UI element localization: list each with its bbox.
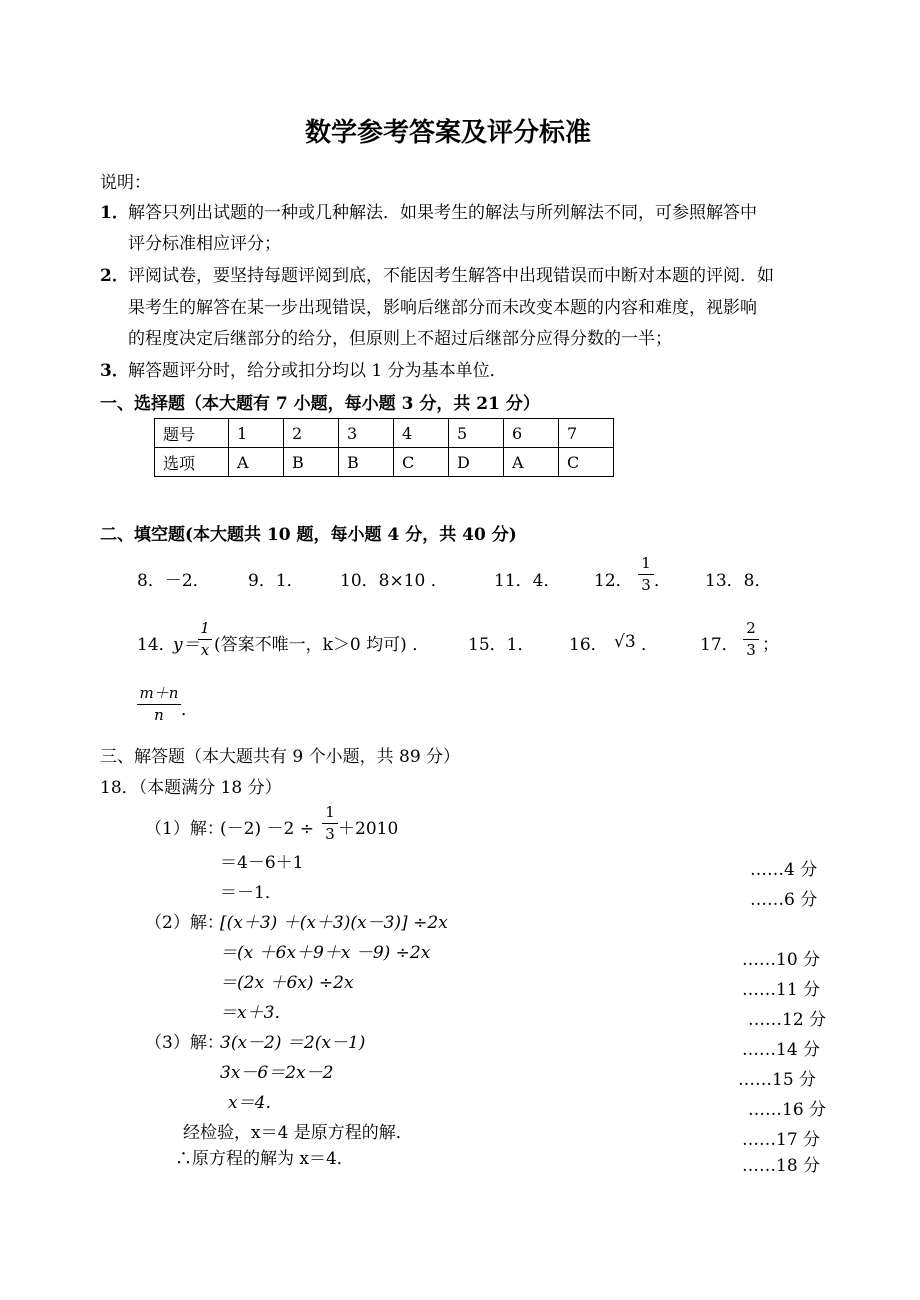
part-3-label: （3）解： [145,1033,224,1053]
answer-8: 8．－2． [137,571,210,591]
answer-14-fraction [198,621,212,658]
part-1-label: （1）解： [145,819,224,839]
part-2-label: （2）解： [145,913,224,933]
score-mark: ……16 分 [748,1100,827,1120]
sqrt-icon: √ [614,632,625,652]
answer-12-fraction [638,556,654,593]
answer-16-tail: ． [641,635,658,655]
fraction-numerator: 2 [746,619,756,637]
section-2-heading: 二、填空题(本大题共 10 题，每小题 4 分，共 40 分) [100,525,517,545]
table-cell: 5 [449,419,504,448]
answer-11: 11．4． [494,571,561,591]
score-mark: ……11 分 [742,980,821,1000]
fraction-denominator: 3 [641,576,651,594]
part-3-line-2: 3x－6＝2x－2 [220,1063,334,1083]
table-cell: 7 [559,419,614,448]
fraction-denominator: x [200,641,210,659]
fraction-denominator: n [154,706,164,724]
score-mark: ……15 分 [738,1070,817,1090]
answer-14-label: 14． [137,635,176,655]
part-2-line-2: ＝(x ＋6x＋9＋x －9) ÷2x [220,943,431,963]
part-1-line-3: ＝－1． [220,883,282,903]
score-mark: ……4 分 [750,860,818,880]
table-row [155,448,614,477]
fraction-numerator: 1 [641,554,651,572]
radicand: 3 [624,632,636,652]
note-2-number: 2． [100,266,129,286]
table-cell: B [339,448,394,477]
part-2-line-1: [(x＋3) ＋(x＋3)(x－3)] ÷2x [220,913,448,933]
fraction-denominator: 3 [325,825,335,843]
score-mark: ……14 分 [742,1040,821,1060]
answer-17-second-tail: ． [181,700,198,720]
fraction-numerator: 1 [200,619,210,637]
part-3-line-4: 经检验，x＝4 是原方程的解． [183,1123,413,1143]
fraction-numerator: m＋n [139,684,179,702]
fraction-bar [322,823,338,824]
table-cell: 1 [229,419,284,448]
part-1-fraction [322,805,338,842]
note-2-line-1: 评阅试卷，要坚持每题评阅到底，不能因考生解答中出现错误而中断对本题的评阅．如 [128,266,774,286]
answer-13: 13．8． [705,571,772,591]
answer-17-second-fraction [137,686,181,723]
table-row [155,419,614,448]
answer-12-tail: ． [654,571,671,591]
part-2-line-4: ＝x＋3． [220,1003,292,1023]
score-mark: ……18 分 [742,1156,821,1176]
answer-10: 10．8×10 ． [340,571,448,591]
fraction-numerator: 1 [325,803,335,821]
fraction-bar [638,574,654,575]
score-mark: ……12 分 [748,1010,827,1030]
table-cell: C [394,448,449,477]
answer-17-separator: ； [762,635,779,655]
fraction-bar [198,639,212,640]
answer-16-label: 16． [569,635,608,655]
section-1-heading: 一、选择题（本大题有 7 小题，每小题 3 分，共 21 分） [100,394,540,414]
note-3-number: 3． [100,361,129,381]
table-cell: 2 [284,419,339,448]
part-1-line-1b: ＋2010 [338,819,399,839]
table-cell: D [449,448,504,477]
section-3-heading: 三、解答题（本大题共有 9 个小题，共 89 分） [100,747,461,767]
part-1-line-1a: (－2) －2 ÷ [220,819,314,839]
table-cell: B [284,448,339,477]
score-mark: ……17 分 [742,1130,821,1150]
choice-answer-table [154,418,614,477]
answer-14-y: y＝ [173,635,200,655]
note-1-line-2: 评分标准相应评分； [128,234,281,254]
question-18-heading: 18．（本题满分 18 分） [100,778,282,798]
table-cell: A [229,448,284,477]
answer-16-sqrt [614,634,636,651]
score-mark: ……6 分 [750,890,818,910]
table-cell: 6 [504,419,559,448]
row-label-answer: 选项 [155,448,229,477]
part-2-line-3: ＝(2x ＋6x) ÷2x [220,973,354,993]
note-2-line-2: 果考生的解答在某一步出现错误，影响后继部分而未改变本题的内容和难度，视影响 [128,298,757,318]
answer-17-fraction [743,621,759,658]
table-cell: C [559,448,614,477]
note-1-line-1: 解答只列出试题的一种或几种解法．如果考生的解法与所列解法不同，可参照解答中 [128,203,757,223]
page-title: 数学参考答案及评分标准 [305,118,592,148]
part-3-line-3: x＝4． [228,1093,283,1113]
fraction-bar [137,704,181,705]
answer-15: 15．1． [468,635,535,655]
row-label-number: 题号 [155,419,229,448]
notes-heading: 说明： [100,173,151,193]
table-cell: 4 [394,419,449,448]
table-cell: 3 [339,419,394,448]
table-cell: A [504,448,559,477]
part-3-line-5: ∴原方程的解为 x＝4． [175,1149,354,1169]
part-3-line-1: 3(x－2) ＝2(x－1) [220,1033,366,1053]
fraction-bar [743,639,759,640]
answer-12-label: 12． [594,571,633,591]
note-2-line-3: 的程度决定后继部分的给分，但原则上不超过后继部分应得分数的一半； [128,329,672,349]
fraction-denominator: 3 [746,641,756,659]
note-1-number: 1． [100,203,129,223]
note-3-line-1: 解答题评分时，给分或扣分均以 1 分为基本单位． [128,361,507,381]
answer-9: 9．1． [248,571,304,591]
answer-14-tail: (答案不唯一，k＞0 均可) ． [214,635,430,655]
score-mark: ……10 分 [742,950,821,970]
part-1-line-2: ＝4－6＋1 [220,853,304,873]
answer-17-label: 17． [700,635,739,655]
